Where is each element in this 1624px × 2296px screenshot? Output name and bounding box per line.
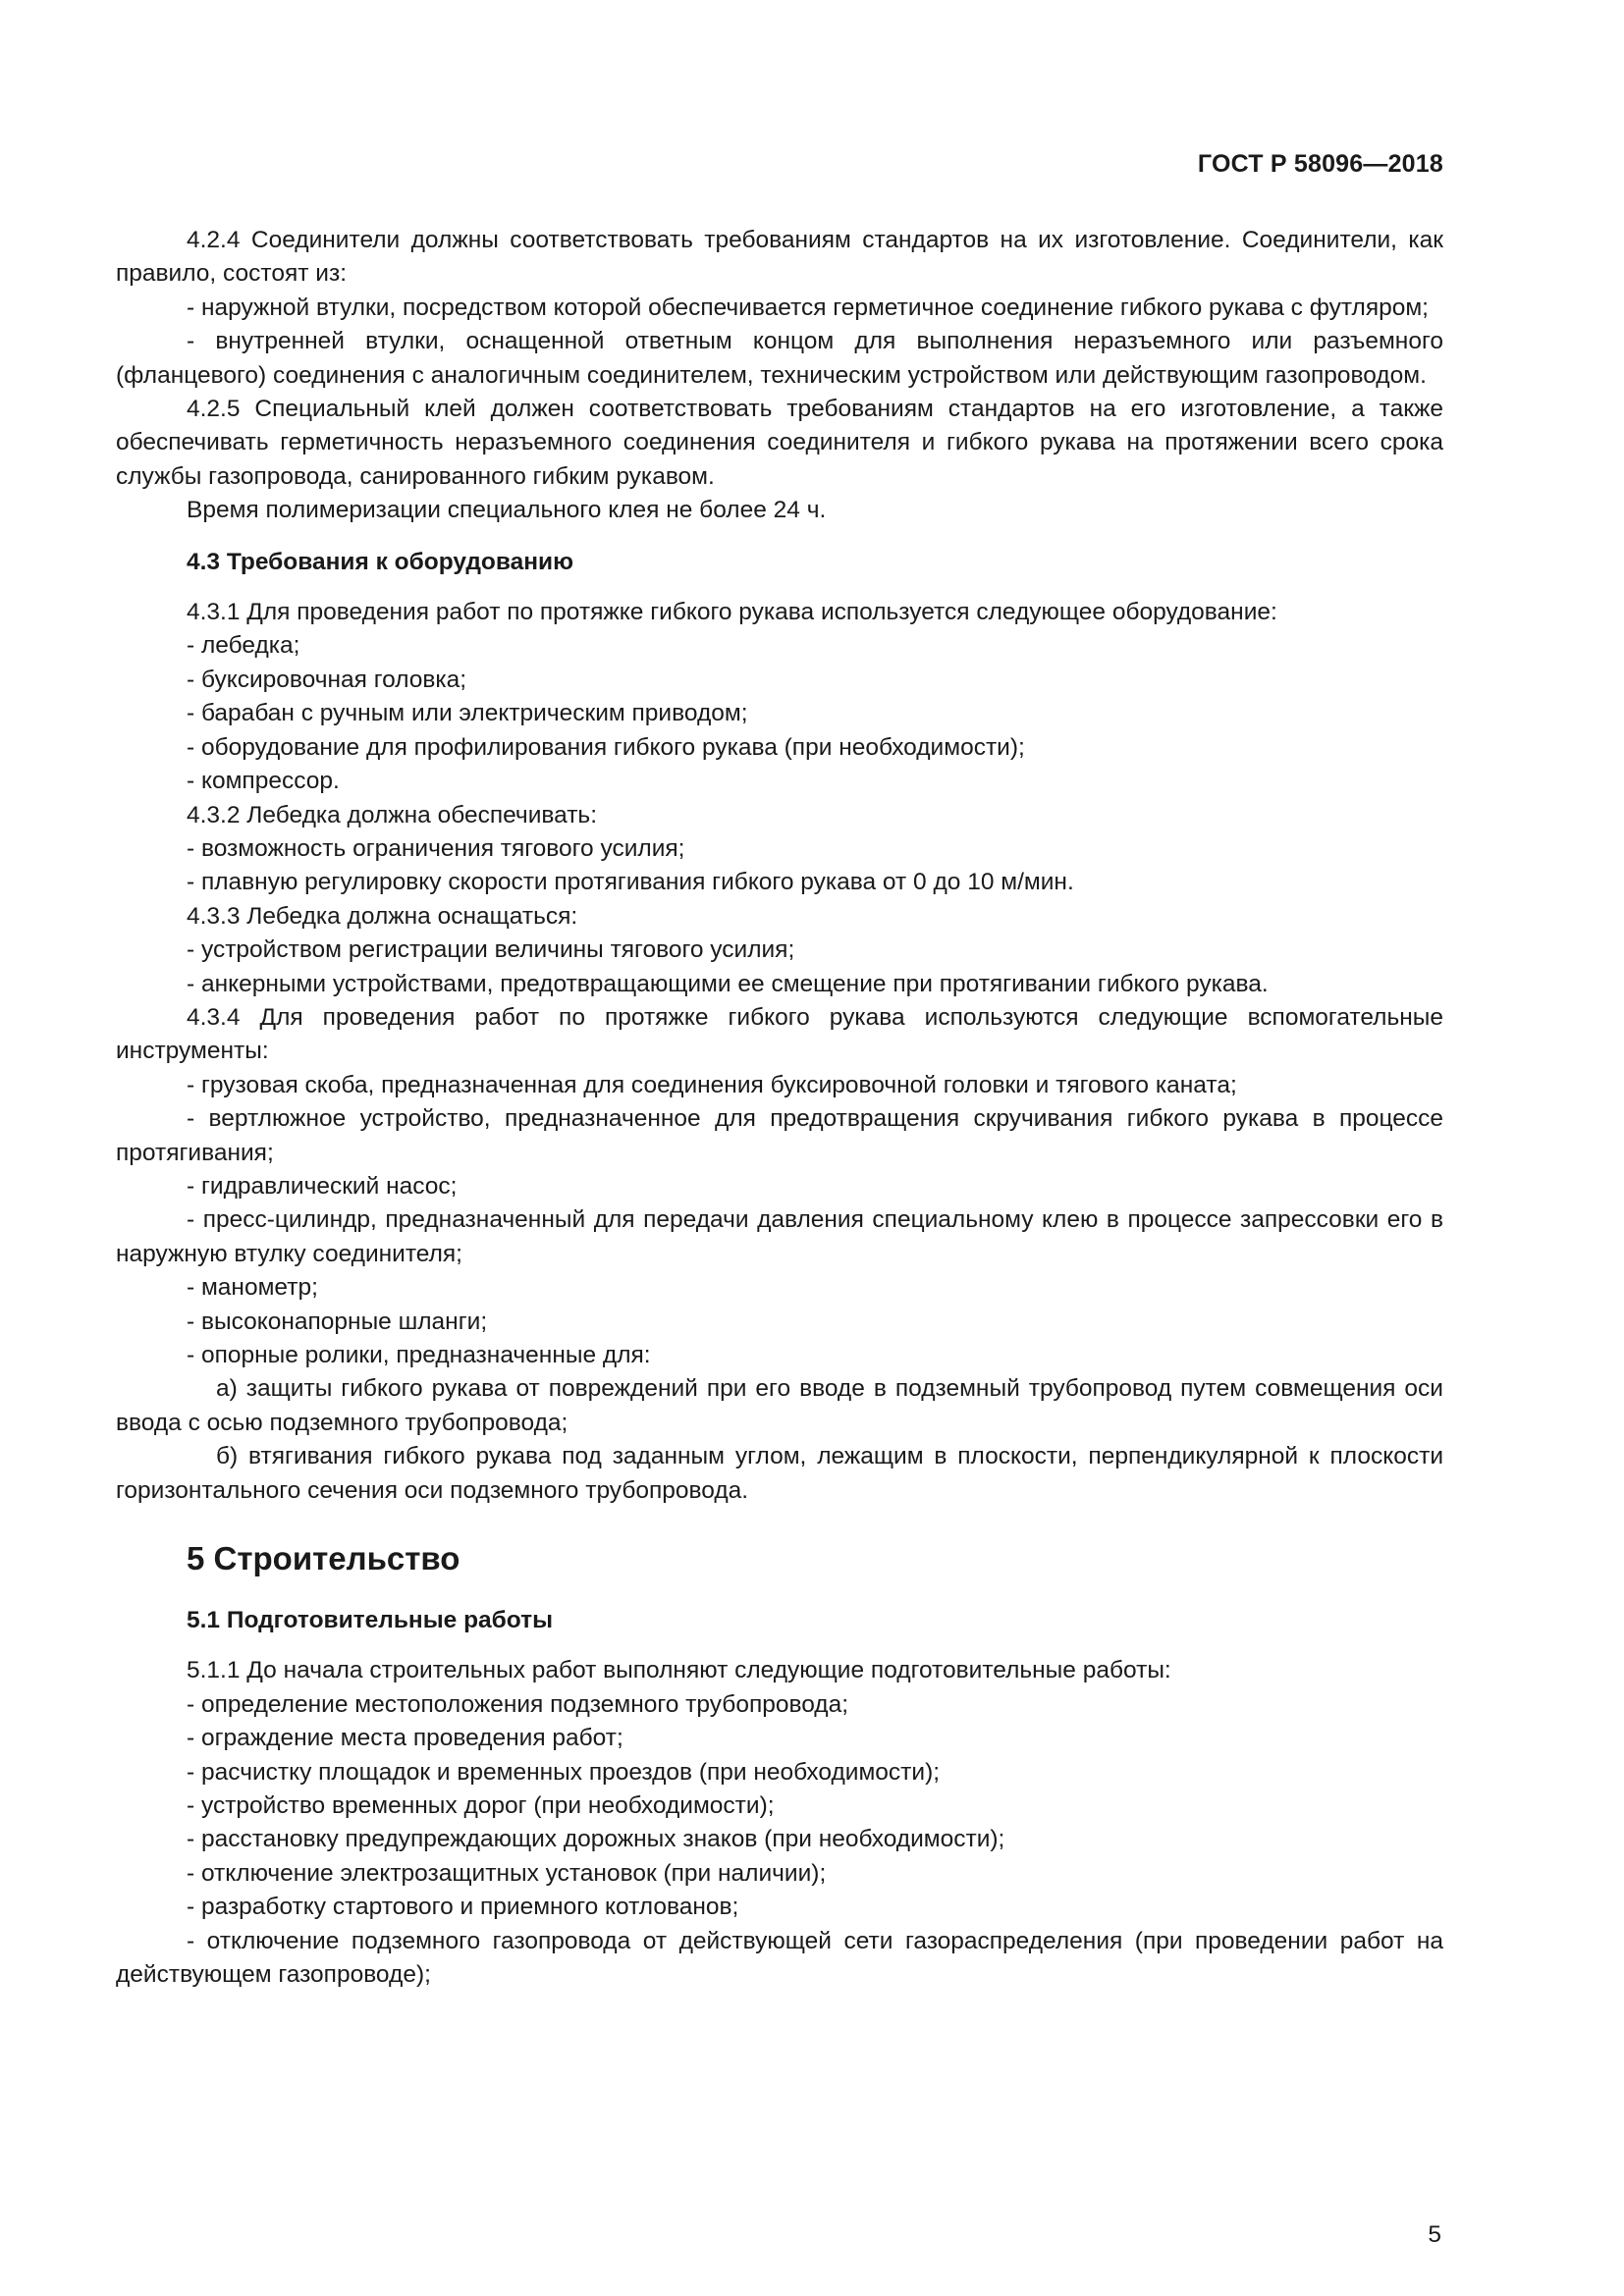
list-item: - анкерными устройствами, предотвращающими ее смещение при протягивании гибкого рукава.: [187, 970, 1269, 997]
list-item: - ограждение места проведения работ;: [187, 1725, 623, 1752]
list-item: - опорные ролики, предназначенные для:: [187, 1342, 651, 1368]
list-item: - устройством регистрации величины тягового усилия;: [187, 936, 795, 964]
list-item: - вертлюжное устройство, предназначенное для предотвращения скручивания гибкого рукава в процессе протягивания;: [116, 1105, 1443, 1166]
page-number: 5: [1428, 2221, 1441, 2248]
sub-item-a: а) защиты гибкого рукава от повреждений при его вводе в подземный трубопровод путем совмещения оси ввода с осью подземного трубопровода;: [116, 1375, 1443, 1436]
document-body: [116, 224, 1443, 1993]
list-item: - гидравлический насос;: [187, 1172, 458, 1200]
list-item: - высоконапорные шланги;: [187, 1308, 488, 1335]
para-4-2-5: 4.2.5 Специальный клей должен соответствовать требованиям стандартов на его изготовление, а также обеспечивать герметичность неразъемного соединения соединителя и гибкого рукава на протяжении всего срока службы газопровода, санированного гибким рукавом.: [116, 396, 1443, 490]
list-item: - грузовая скоба, предназначенная для соединения буксировочной головки и тягового каната;: [187, 1071, 1237, 1098]
paragraph: Время полимеризации специального клея не более 24 ч.: [187, 497, 827, 524]
list-item: - отключение подземного газопровода от действующей сети газораспределения (при проведении работ на действующем газопроводе);: [116, 1927, 1443, 1989]
heading-5-1: 5.1 Подготовительные работы: [187, 1607, 554, 1634]
list-item: - определение местоположения подземного трубопровода;: [187, 1690, 849, 1718]
list-item: - барабан с ручным или электрическим приводом;: [187, 700, 748, 727]
para-4-3-4: 4.3.4 Для проведения работ по протяжке гибкого рукава используются следующие вспомогательные инструменты:: [116, 1003, 1443, 1065]
heading-5: 5 Строительство: [187, 1540, 460, 1577]
list-item: - оборудование для профилирования гибкого рукава (при необходимости);: [187, 733, 1025, 761]
list-item: - плавную регулировку скорости протягивания гибкого рукава от 0 до 10 м/мин.: [187, 869, 1074, 896]
list-item: - пресс-цилиндр, предназначенный для передачи давления специальному клею в процессе запрессовки его в наружную втулку соединителя;: [116, 1206, 1443, 1267]
list-item: - наружной втулки, посредством которой обеспечивается герметичное соединение гибкого рукава с футляром;: [187, 294, 1429, 321]
para-5-1-1: 5.1.1 До начала строительных работ выполняют следующие подготовительные работы:: [187, 1657, 1171, 1684]
list-item: - расчистку площадок и временных проездов (при необходимости);: [187, 1758, 941, 1786]
list-item: - манометр;: [187, 1274, 318, 1302]
para-4-3-3: 4.3.3 Лебедка должна оснащаться:: [187, 902, 578, 930]
list-item: - компрессор.: [187, 768, 340, 795]
list-item: - расстановку предупреждающих дорожных знаков (при необходимости);: [187, 1826, 1005, 1853]
heading-4-3: 4.3 Требования к оборудованию: [187, 548, 574, 575]
list-item: - разработку стартового и приемного котлованов;: [187, 1894, 739, 1921]
document-header: ГОСТ Р 58096—2018: [1197, 150, 1443, 178]
list-item: - отключение электрозащитных установок (при наличии);: [187, 1859, 827, 1887]
para-4-3-1: 4.3.1 Для проведения работ по протяжке гибкого рукава используется следующее оборудование:: [187, 599, 1277, 626]
para-4-2-4: 4.2.4 Соединители должны соответствовать требованиям стандартов на их изготовление. Соединители, как правило, состоят из:: [116, 227, 1443, 288]
sub-item-b: б) втягивания гибкого рукава под заданным углом, лежащим в плоскости, перпендикулярной к плоскости горизонтального сечения оси подземного трубопровода.: [116, 1443, 1443, 1504]
list-item: - внутренней втулки, оснащенной ответным концом для выполнения неразъемного или разъемного (фланцевого) соединения с аналогичным соединителем, техническим устройством или действующим газопроводом.: [116, 328, 1443, 389]
list-item: - устройство временных дорог (при необходимости);: [187, 1792, 775, 1820]
list-item: - возможность ограничения тягового усилия;: [187, 834, 685, 862]
list-item: - лебедка;: [187, 632, 300, 660]
para-4-3-2: 4.3.2 Лебедка должна обеспечивать:: [187, 801, 597, 828]
list-item: - буксировочная головка;: [187, 666, 467, 693]
